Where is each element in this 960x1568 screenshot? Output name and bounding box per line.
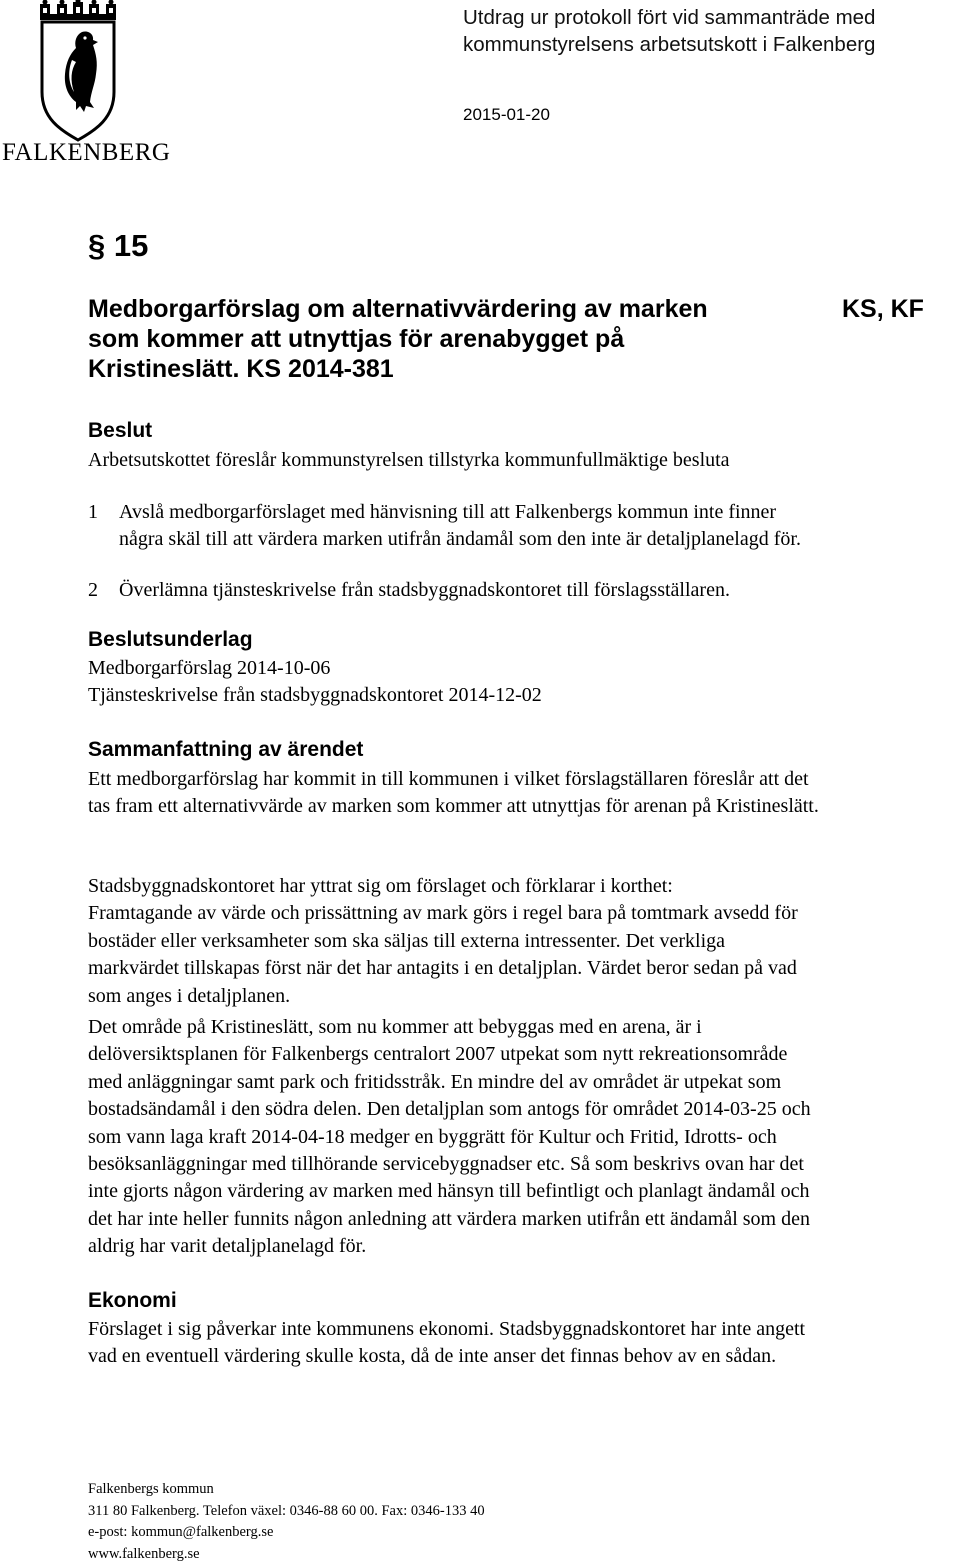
decision-item-line: några skäl till att värdera marken utifrån ändamål som den inte är detaljplanelagd för. bbox=[119, 528, 801, 551]
footer-org: Falkenbergs kommun bbox=[88, 1481, 214, 1497]
decision-item-text bbox=[119, 577, 939, 604]
decision-item-number: 2 bbox=[88, 579, 98, 601]
text-line: bostäder eller verksamheter som ska säljas till externa intressenter. Det verkliga bbox=[88, 929, 726, 952]
text-line: delöversiktsplanen för Falkenbergs centralort 2007 utpekat som nytt rekreationsområde bbox=[88, 1043, 788, 1066]
decision-item-number: 1 bbox=[88, 501, 98, 523]
text-line: Framtagande av värde och prissättning av mark görs i regel bara på tomtmark avsedd för bbox=[88, 902, 798, 925]
section-heading-beslut: Beslut bbox=[88, 419, 153, 442]
section-heading-beslutsunderlag: Beslutsunderlag bbox=[88, 628, 253, 651]
text-line: med anläggningar samt park och fritidsstråk. En mindre del av området är utpekat som bbox=[88, 1070, 782, 1093]
text-line: som vann laga kraft 2014-04-18 medger en byggrätt för Kultur och Fritid, Idrotts- och bbox=[88, 1125, 777, 1148]
text-line: Förslaget i sig påverkar inte kommunens ekonomi. Stadsbyggnadskontoret har inte angett bbox=[88, 1318, 806, 1340]
case-title-line: Kristineslätt. KS 2014-381 bbox=[88, 355, 394, 383]
text-line: tas fram ett alternativvärde av marken som kommer att utnyttjas för arenan på Kristineslätt. bbox=[88, 795, 819, 818]
text-line: det har inte heller funnits någon anledning att värdera marken utifrån ett ändamål som den bbox=[88, 1207, 810, 1230]
text-line: Det område på Kristineslätt, som nu kommer att bebyggas med en arena, är i bbox=[88, 1016, 702, 1038]
paragraph-number: § 15 bbox=[88, 228, 149, 263]
case-title-line: som kommer att utnyttjas för arenabygget på bbox=[88, 325, 625, 353]
text-line: vad en eventuell värdering skulle kosta, då de inte anser det finnas behov av en sådan. bbox=[88, 1345, 777, 1368]
footer-email[interactable]: e-post: kommun@falkenberg.se bbox=[88, 1524, 274, 1540]
text-line: besöksanläggningar med tillhörande servicebyggnadser etc. Så som beskrivs ovan har det bbox=[88, 1153, 804, 1176]
sammanfattning-paragraph bbox=[88, 873, 950, 1010]
beslutsunderlag-item: Medborgarförslag 2014-10-06 bbox=[88, 657, 331, 679]
section-heading-ekonomi: Ekonomi bbox=[88, 1289, 177, 1312]
text-line: som anges i detaljplanen. bbox=[88, 984, 291, 1007]
text-line: markvärdet tillskapas först när det har antagits i en detaljplan. Värdet beror sedan på vad bbox=[88, 957, 797, 980]
protocol-date: 2015-01-20 bbox=[463, 105, 550, 124]
text-line: aldrig har varit detaljplanelagd för. bbox=[88, 1235, 367, 1258]
sammanfattning-paragraph bbox=[88, 1014, 958, 1261]
footer-contact bbox=[88, 1479, 485, 1565]
decision-item-line: Avslå medborgarförslaget med hänvisning till att Falkenbergs kommun inte finner bbox=[119, 501, 777, 523]
falkenberg-crest-logo bbox=[38, 0, 118, 142]
decision-item-text bbox=[119, 499, 939, 554]
section-heading-sammanfattning: Sammanfattning av ärendet bbox=[88, 738, 364, 761]
brand-wordmark: FALKENBERG bbox=[2, 139, 171, 166]
case-title-line: Medborgarförslag om alternativvärdering av marken bbox=[88, 295, 708, 323]
decision-item-line: Överlämna tjänsteskrivelse från stadsbyggnadskontoret till förslagsställaren. bbox=[119, 579, 730, 601]
protocol-title-line: kommunstyrelsens arbetsutskott i Falkenberg bbox=[463, 33, 876, 56]
beslutsunderlag-list bbox=[88, 655, 542, 710]
beslut-intro: Arbetsutskottet föreslår kommunstyrelsen tillstyrka kommunfullmäktige besluta bbox=[88, 449, 730, 471]
text-line: Stadsbyggnadskontoret har yttrat sig om förslaget och förklarar i korthet: bbox=[88, 875, 673, 897]
footer-website[interactable]: www.falkenberg.se bbox=[88, 1545, 200, 1562]
sammanfattning-paragraph bbox=[88, 766, 958, 821]
protocol-title-line: Utdrag ur protokoll fört vid sammanträde med bbox=[463, 6, 876, 29]
case-recipients: KS, KF bbox=[842, 295, 924, 323]
text-line: Ett medborgarförslag har kommit in till kommunen i vilket förslagställaren föreslår att det bbox=[88, 768, 809, 790]
ekonomi-paragraph bbox=[88, 1316, 958, 1371]
case-title bbox=[88, 294, 808, 384]
beslutsunderlag-item: Tjänsteskrivelse från stadsbyggnadskontoret 2014-12-02 bbox=[88, 684, 542, 707]
text-line: inte gjorts någon värdering av marken med hänsyn till befintligt och planlagt ändamål och bbox=[88, 1180, 810, 1203]
protocol-title bbox=[463, 4, 875, 58]
text-line: bostadsändamål i den södra delen. Den detaljplan som antogs för området 2014-03-25 och bbox=[88, 1098, 811, 1121]
footer-address: 311 80 Falkenberg. Telefon växel: 0346-88 60 00. Fax: 0346-133 40 bbox=[88, 1502, 485, 1519]
